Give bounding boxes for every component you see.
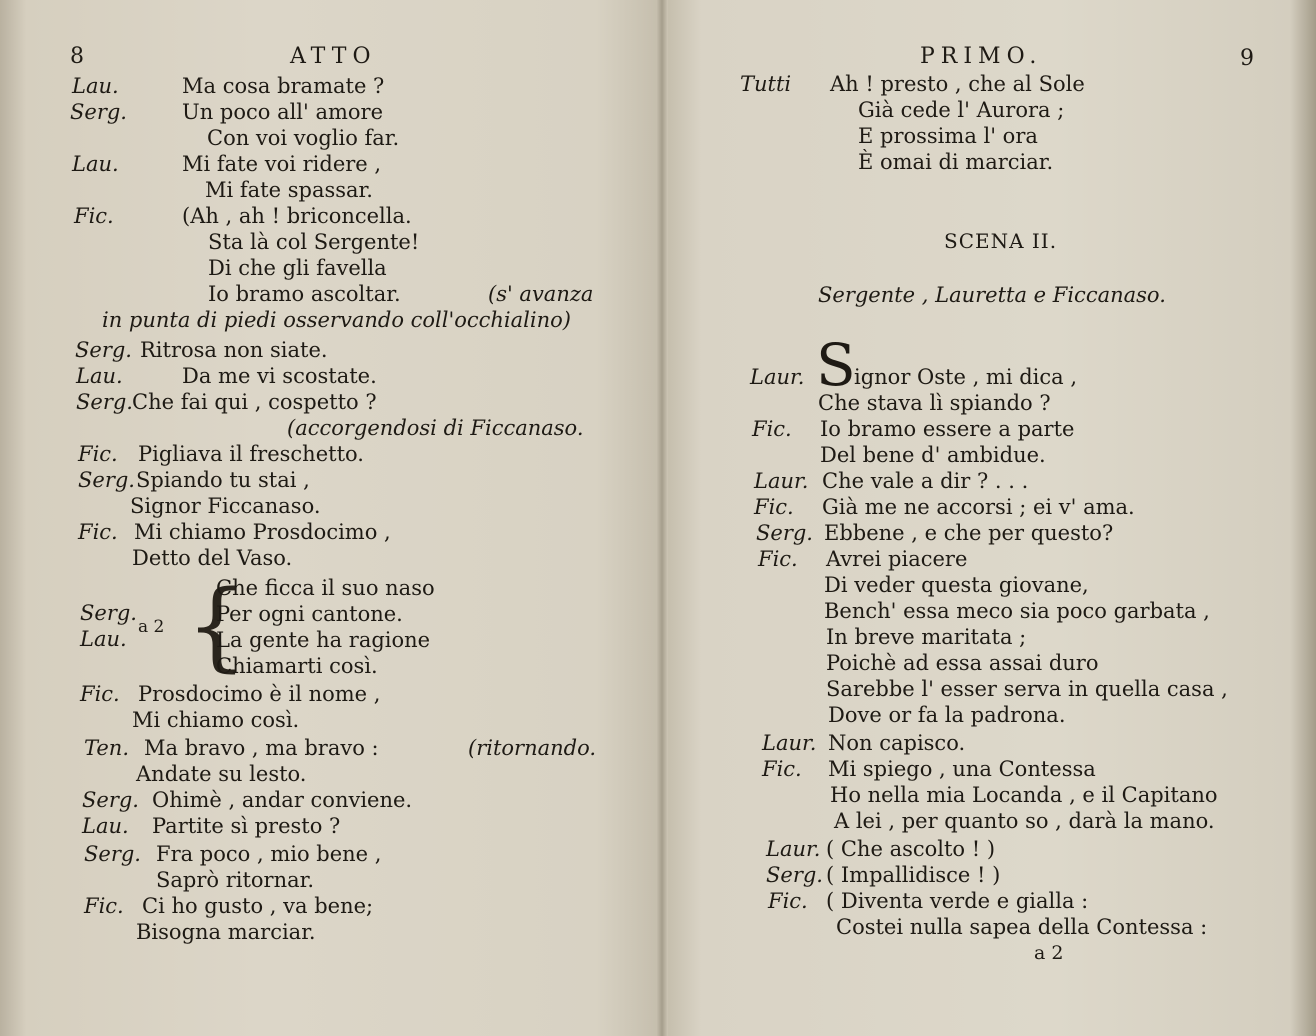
speaker-label: Serg. (84, 842, 141, 866)
verse-line: È omai di marciar. (858, 150, 1054, 174)
verse-line: Io bramo ascoltar. (208, 282, 401, 306)
verse-line: In breve maritata ; (826, 625, 1027, 649)
speaker-label: Ten. (84, 736, 130, 760)
speaker-label: Lau. (76, 364, 123, 388)
verse-line: Partite sì presto ? (152, 814, 341, 838)
verse-line: (Ah , ah ! briconcella. (182, 204, 412, 228)
verse-line: Bisogna marciar. (136, 920, 316, 944)
drop-cap: S (816, 331, 856, 399)
verse-line: Mi chiamo così. (132, 708, 300, 732)
verse-line: Mi chiamo Prosdocimo , (134, 520, 391, 544)
verse-line: ( Diventa verde e gialla : (826, 889, 1089, 913)
speaker-label: Lau. (72, 152, 119, 176)
speaker-label: Fic. (762, 757, 802, 781)
verse-line: Mi fate spassar. (205, 178, 373, 202)
speaker-label: Laur. (766, 837, 821, 861)
speaker-label: Fic. (758, 547, 798, 571)
verse-line: ignor Oste , mi dica , (854, 365, 1078, 389)
verse-line: ( Impallidisce ! ) (826, 863, 1001, 887)
verse-line: Poichè ad essa assai duro (826, 651, 1099, 675)
verse-line: Ho nella mia Locanda , e il Capitano (830, 783, 1218, 807)
verse-line: Ah ! presto , che al Sole (830, 72, 1085, 96)
speaker-label: Serg. (78, 468, 135, 492)
verse-line: Già me ne accorsi ; ei v' ama. (822, 495, 1135, 519)
verse-line: Per ogni cantone. (216, 602, 403, 626)
stage-direction: in punta di piedi osservando coll'occhialino) (102, 308, 571, 332)
verse-line: Ma bravo , ma bravo : (144, 736, 379, 760)
duet-speaker: Lau. (80, 627, 127, 651)
speaker-label: Serg. (76, 390, 133, 414)
verse-line: Del bene d' ambidue. (820, 443, 1046, 467)
speaker-label: Serg. (756, 521, 813, 545)
verse-line: Ci ho gusto , va bene; (142, 894, 374, 918)
verse-line: Andate su lesto. (136, 762, 307, 786)
verse-line: Ohimè , andar conviene. (152, 788, 413, 812)
speaker-label: Fic. (74, 204, 114, 228)
speaker-label: Serg. (766, 863, 823, 887)
verse-line: Bench' essa meco sia poco garbata , (824, 599, 1210, 623)
verse-line: Ma cosa bramate ? (182, 74, 385, 98)
duet-marker: a 2 (138, 617, 165, 637)
verse-line: Signor Ficcanaso. (130, 494, 321, 518)
page-number: 8 (70, 44, 84, 69)
speaker-label: Fic. (78, 520, 118, 544)
verse-line: Che vale a dir ? . . . (822, 469, 1029, 493)
verse-line: Da me vi scostate. (182, 364, 377, 388)
scene-title: SCENA II. (944, 229, 1058, 253)
verse-line: Che ficca il suo naso (216, 576, 435, 600)
page-number: 9 (1240, 46, 1254, 71)
verse-line: Costei nulla sapea della Contessa : (836, 915, 1208, 939)
verse-line: ( Che ascolto ! ) (826, 837, 996, 861)
verse-line: Che fai qui , cospetto ? (132, 390, 377, 414)
verse-line: Ebbene , e che per questo? (824, 521, 1114, 545)
verse-line: Di che gli favella (208, 256, 387, 280)
signature-mark: a 2 (1034, 942, 1064, 964)
verse-line: Mi spiego , una Contessa (828, 757, 1096, 781)
verse-line: La gente ha ragione (216, 628, 431, 652)
verse-line: Saprò ritornar. (156, 868, 315, 892)
speaker-label: Fic. (80, 682, 120, 706)
running-header: PRIMO. (920, 44, 1043, 69)
verse-line: A lei , per quanto so , darà la mano. (834, 809, 1215, 833)
verse-line: Fra poco , mio bene , (156, 842, 382, 866)
verse-line: Dove or fa la padrona. (828, 703, 1066, 727)
speaker-label: Laur. (750, 365, 805, 389)
stage-direction: (ritornando. (468, 736, 597, 760)
verse-line: Detto del Vaso. (132, 546, 293, 570)
speaker-label: Fic. (84, 894, 124, 918)
speaker-label: Serg. (82, 788, 139, 812)
speaker-label: Lau. (82, 814, 129, 838)
verse-line: Con voi voglio far. (207, 126, 400, 150)
character-list: Sergente , Lauretta e Ficcanaso. (818, 283, 1166, 307)
verse-line: Avrei piacere (826, 547, 968, 571)
speaker-label: Serg. (75, 338, 132, 362)
book-spine (656, 0, 668, 1036)
verse-line: Che stava lì spiando ? (818, 391, 1051, 415)
speaker-label: Fic. (768, 889, 808, 913)
verse-line: Prosdocimo è il nome , (138, 682, 381, 706)
verse-line: Io bramo essere a parte (820, 417, 1075, 441)
running-header: ATTO (290, 44, 377, 69)
verse-line: Già cede l' Aurora ; (858, 98, 1065, 122)
speaker-label: Fic. (752, 417, 792, 441)
speaker-label: Fic. (754, 495, 794, 519)
brace-left: { (186, 570, 248, 682)
verse-line: Non capisco. (828, 731, 966, 755)
verse-line: Spiando tu stai , (136, 468, 310, 492)
verse-line: Sarebbe l' esser serva in quella casa , (826, 677, 1228, 701)
speaker-label: Serg. (70, 100, 127, 124)
stage-direction: (s' avanza (488, 282, 594, 306)
speaker-label: Laur. (762, 731, 817, 755)
verse-line: Sta là col Sergente! (208, 230, 420, 254)
verse-line: Mi fate voi ridere , (182, 152, 382, 176)
speaker-label: Tutti (740, 72, 792, 96)
verse-line: Chiamarti così. (216, 654, 378, 678)
speaker-label: Laur. (754, 469, 809, 493)
duet-speaker: Serg. (80, 601, 137, 625)
stage-direction: (accorgendosi di Ficcanaso. (287, 416, 584, 440)
verse-line: Ritrosa non siate. (140, 338, 328, 362)
verse-line: E prossima l' ora (858, 124, 1038, 148)
speaker-label: Fic. (78, 442, 118, 466)
speaker-label: Lau. (72, 74, 119, 98)
verse-line: Un poco all' amore (182, 100, 384, 124)
right-page (662, 0, 1316, 1036)
verse-line: Pigliava il freschetto. (138, 442, 364, 466)
verse-line: Di veder questa giovane, (824, 573, 1089, 597)
